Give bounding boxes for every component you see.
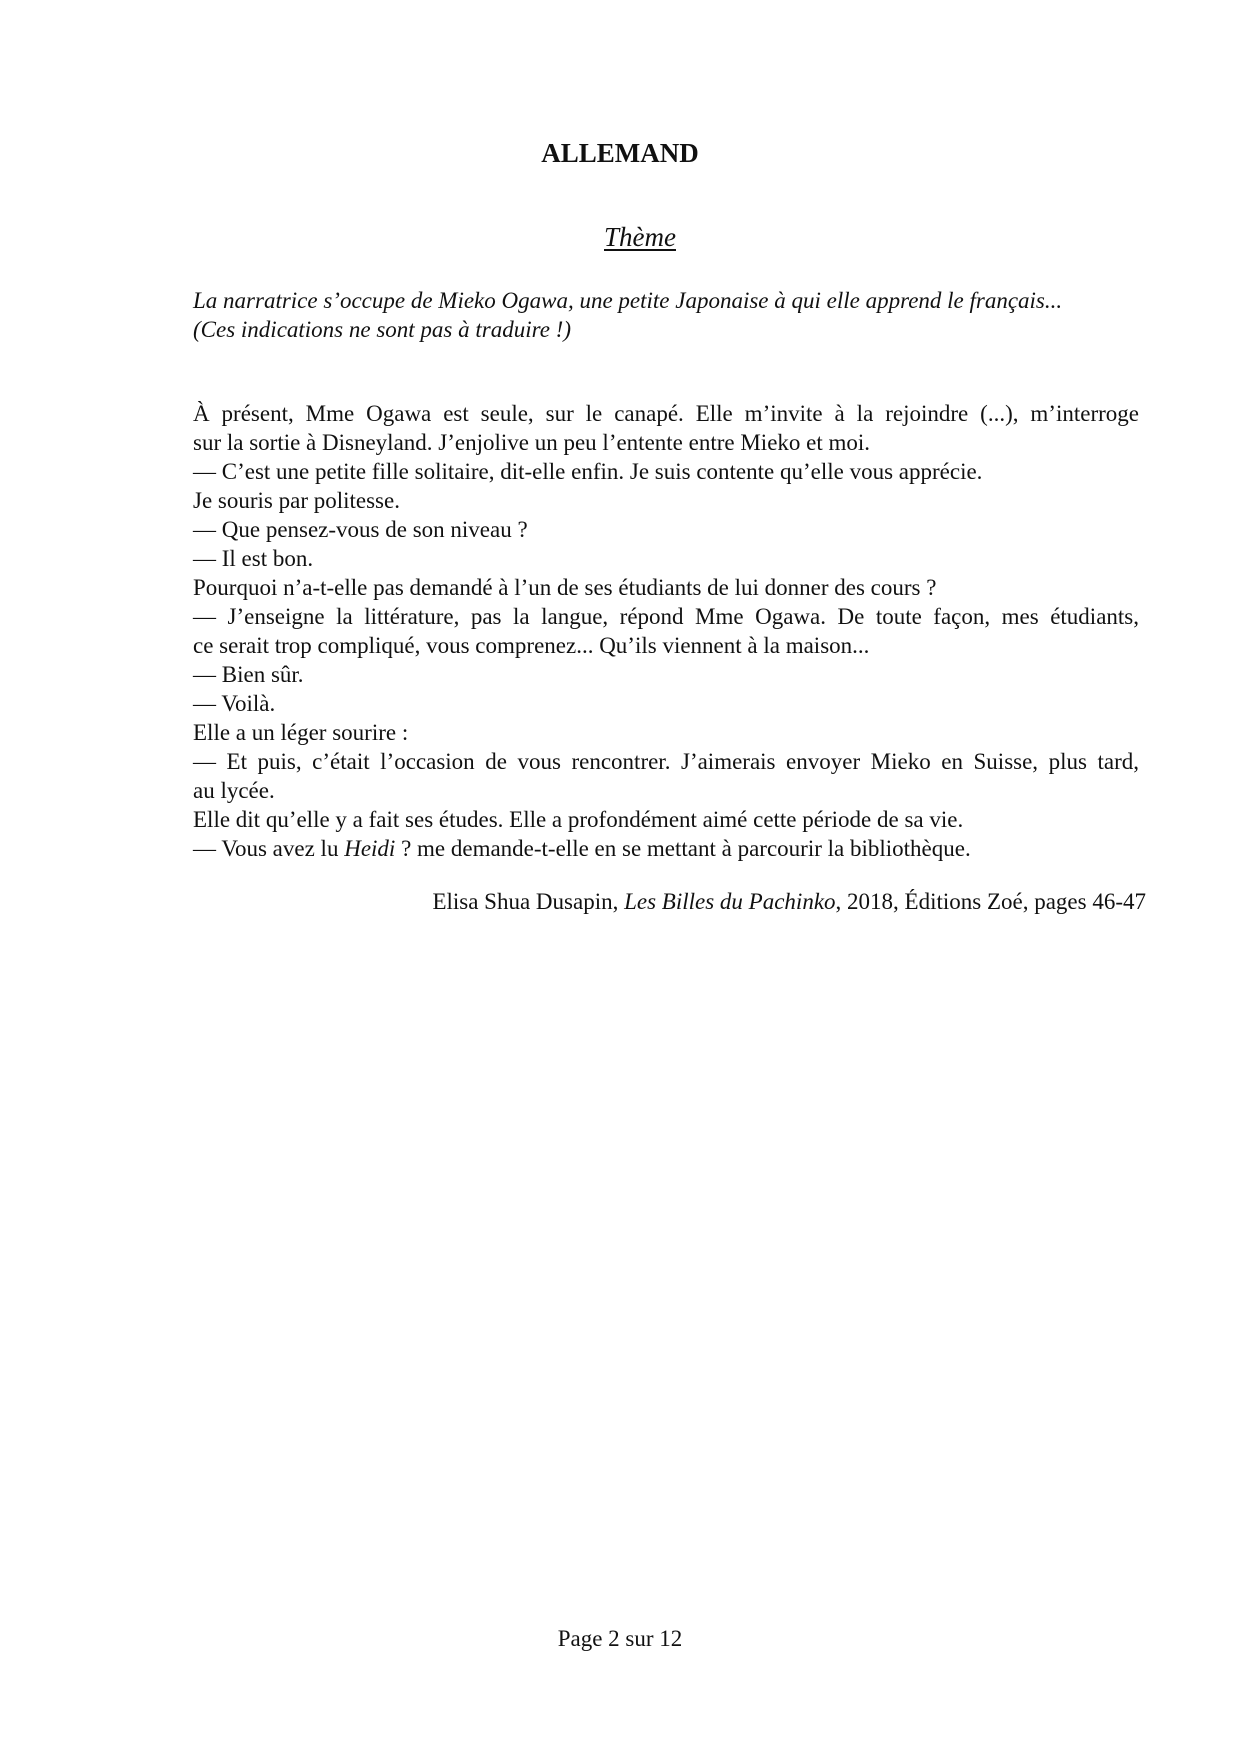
source-citation: [432, 889, 1146, 915]
passage-text: [193, 399, 1143, 863]
book-title-heidi: Heidi: [344, 836, 396, 861]
citation-author: Elisa Shua Dusapin,: [432, 889, 625, 914]
passage-line: au lycée.: [193, 778, 275, 803]
passage-line: Elle a un léger sourire :: [193, 720, 409, 745]
passage-text-segment: ? me demande-t-elle en se mettant à parcourir la bibliothèque.: [395, 836, 971, 861]
passage-line: — Il est bon.: [193, 546, 314, 571]
passage-line-final: [193, 834, 1143, 863]
passage-line: — Et puis, c’était l’occasion de vous rencontrer. J’aimerais envoyer Mieko en Suisse, plus tard,: [193, 749, 1139, 774]
section-heading-text: Thème: [604, 222, 676, 252]
passage-line: Pourquoi n’a-t-elle pas demandé à l’un de ses étudiants de lui donner des cours ?: [193, 575, 937, 600]
passage-line: — Que pensez-vous de son niveau ?: [193, 517, 528, 542]
passage-line: — Bien sûr.: [193, 662, 304, 687]
intro-note: (Ces indications ne sont pas à traduire !): [193, 317, 571, 342]
citation-details: , 2018, Éditions Zoé, pages 46-47: [835, 889, 1146, 914]
intro-instructions: [193, 286, 1133, 344]
passage-line: Je souris par politesse.: [193, 488, 400, 513]
intro-line: La narratrice s’occupe de Mieko Ogawa, une petite Japonaise à qui elle apprend le français...: [193, 288, 1063, 313]
passage-line: Elle dit qu’elle y a fait ses études. Elle a profondément aimé cette période de sa vie.: [193, 807, 964, 832]
page-number: Page 2 sur 12: [557, 1626, 683, 1651]
page-title: ALLEMAND: [541, 138, 699, 168]
passage-line: — J’enseigne la littérature, pas la langue, répond Mme Ogawa. De toute façon, mes étudiants,: [193, 604, 1139, 629]
passage-line: À présent, Mme Ogawa est seule, sur le canapé. Elle m’invite à la rejoindre (...), m’interroge: [193, 401, 1139, 426]
passage-line: — C’est une petite fille solitaire, dit-elle enfin. Je suis contente qu’elle vous apprécie.: [193, 459, 983, 484]
passage-line: sur la sortie à Disneyland. J’enjolive un peu l’entente entre Mieko et moi.: [193, 430, 871, 455]
citation-work-title: Les Billes du Pachinko: [624, 889, 836, 914]
passage-line: ce serait trop compliqué, vous comprenez... Qu’ils viennent à la maison...: [193, 633, 870, 658]
passage-text-segment: — Vous avez lu: [193, 836, 345, 861]
passage-line: — Voilà.: [193, 691, 276, 716]
